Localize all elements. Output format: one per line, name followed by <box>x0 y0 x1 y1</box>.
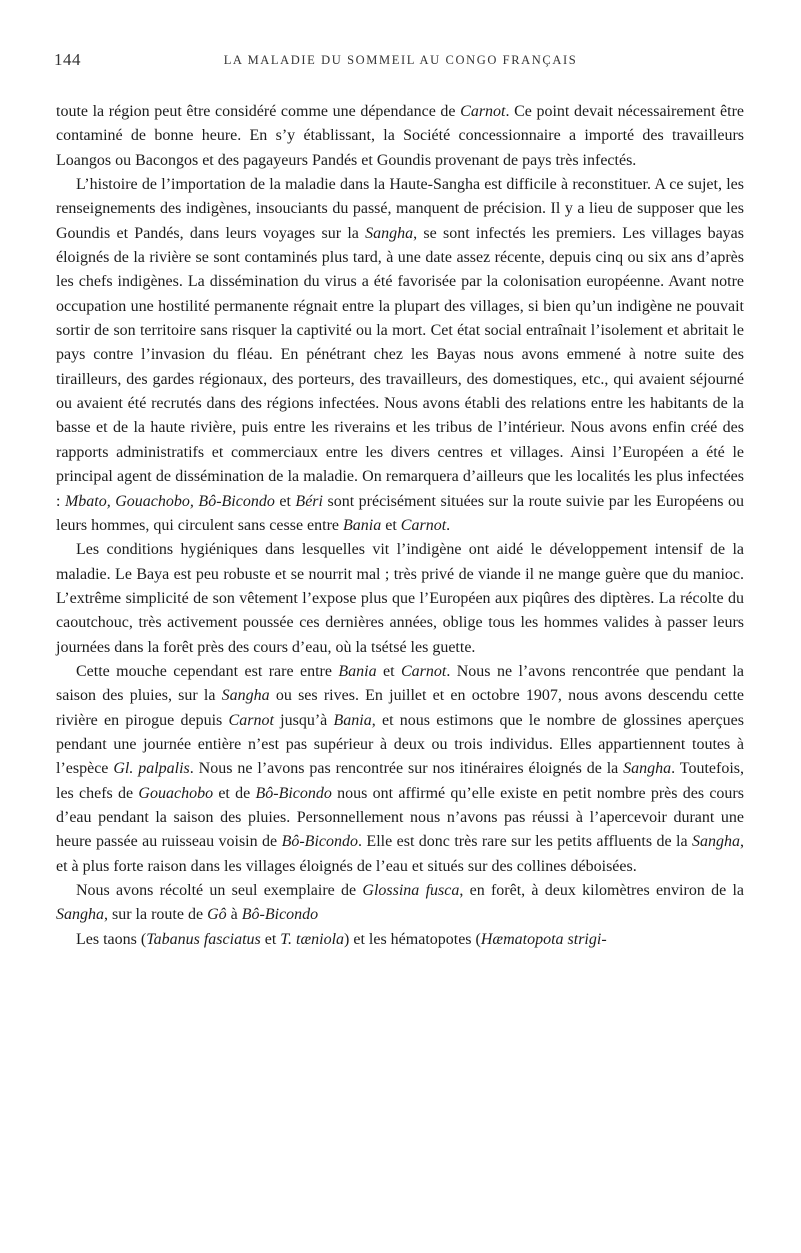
text-run: et <box>260 930 281 948</box>
italic-text: Gô <box>207 906 227 924</box>
page-number: 144 <box>54 50 81 69</box>
text-run: . Ce point devait nécessairement être contaminé de bonne heure. En s’y établissant, la Société concessionnaire a importé des travailleurs Loangos ou Bacongos et des pagayeurs Pandés et Goundis provenant de pays très infectés. <box>56 103 744 169</box>
paragraph <box>56 928 744 952</box>
italic-text: Carnot <box>400 662 447 680</box>
text-run: et <box>381 516 401 534</box>
paragraph <box>56 100 744 173</box>
text-run: et <box>376 662 401 680</box>
text-run: et de <box>213 784 256 802</box>
text-run: , sur la route de <box>104 906 208 924</box>
text-run: Les conditions hygiéniques dans lesquelles vit l’indigène ont aidé le développement intensif de la maladie. Le Baya est peu robuste et se nourrit mal ; très privé de viande il ne mange guère que du manioc. L’extrême simplicité de son vêtement l’expose plus que l’Européen aux piqûres des diptères. La récolte du caoutchouc, très activement poussée ces dernières années, oblige tous les hommes valides à passer leurs journées dans la forêt près des cours d’eau, où la tsétsé les guette. <box>56 541 744 656</box>
text-run: , et à plus forte raison dans les villages éloignés de l’eau et situés sur des collines déboisées. <box>56 833 744 875</box>
text-run: . Elle est donc très rare sur les petits affluents de la <box>358 833 692 851</box>
text-run: . Nous ne l’avons rencontrée que pendant la saison des pluies, sur la <box>56 662 745 705</box>
text-run: Cette mouche cependant est rare entre <box>76 662 339 680</box>
text-run: L’histoire de l’importation de la maladie dans la Haute-Sangha est difficile à reconstituer. A ce sujet, les renseignements des indigènes, insouciants du passé, manquent de précision. Il y a lieu de supposer que les Goundis et Pandés, dans leurs voyages sur la <box>56 176 744 242</box>
italic-text: Carnot <box>400 516 447 534</box>
text-run: . Toutefois, les chefs de <box>56 760 744 802</box>
italic-text: Sangha <box>623 760 672 778</box>
italic-text: Gouachobo <box>138 784 214 802</box>
italic-text: Carnot <box>460 103 506 120</box>
paragraph <box>56 879 744 928</box>
text-run: et <box>274 492 296 510</box>
italic-text: Hæmatopota strigi- <box>480 930 607 948</box>
paragraph <box>56 660 744 879</box>
italic-text: Sangha <box>692 833 740 851</box>
text-run: nous ont affirmé qu’elle existe en petit nombre près des cours d’eau pendant la saison des pluies. Personnellement nous n’avons pas réussi à l’apercevoir durant une heure passée au ruisseau voisin de <box>56 784 744 851</box>
text-run: sont précisément situées sur la route suivie par les Européens ou leurs hommes, qui circulent sans cesse entre <box>56 492 745 534</box>
page-header <box>0 50 801 80</box>
text-run: . Nous ne l’avons pas rencontrée sur nos itinéraires éloignés de la <box>189 760 624 778</box>
text-run: ) et les hématopotes ( <box>344 930 481 948</box>
italic-text: Bô-Bicondo <box>281 833 358 851</box>
text-run: Nous avons récolté un seul exemplaire de <box>76 882 363 899</box>
italic-text: Sangha <box>221 687 270 705</box>
text-run: Les taons ( <box>76 930 147 948</box>
running-title: LA MALADIE DU SOMMEIL AU CONGO FRANÇAIS <box>223 53 578 67</box>
italic-text: Sangha <box>365 224 414 242</box>
text-run: ou ses rives. En juillet et en octobre 1907, nous avons descendu cette rivière en pirogue depuis <box>56 687 744 729</box>
italic-text: Sangha <box>56 906 104 924</box>
italic-text: Béri <box>295 492 323 510</box>
italic-text: Bania <box>338 662 377 680</box>
text-run: , en forêt, à deux kilomètres environ de la <box>459 882 744 899</box>
text-run: à <box>226 906 242 924</box>
italic-text: Mbato, Gouachobo, Bô-Bicondo <box>64 492 275 510</box>
italic-text: Tabanus fasciatus <box>146 930 261 948</box>
italic-text: Bô-Bicondo <box>255 784 332 802</box>
text-run: jusqu’à <box>273 711 334 729</box>
italic-text: Carnot <box>228 711 274 729</box>
italic-text: Bô-Bicondo <box>241 906 319 924</box>
text-run: , se sont infectés les premiers. Les villages bayas éloignés de la rivière se sont contaminés plus tard, à une date assez récente, depuis cinq ou six ans d’après les chefs indigènes. La dissémination du virus a été favorisée par la colonisation européenne. Avant notre occupation une hostilité permanente régnait entre la plupart des villages, si bien qu’un indigène ne pouvait sortir de son territoire sans risquer la captivité ou la mort. Cet état social entraînait l’isolement et abritait le pays contre l’invasion du fléau. En pénétrant chez les Bayas nous avons emmené à notre suite des tirailleurs, des gardes régionaux, des porteurs, des travailleurs, des domestiques, etc., qui avaient séjourné ou avaient été recrutés dans des régions infectées. Nous avons établi des relations entre les habitants de la basse et de la haute rivière, puis entre les riverains et les tribus de l’intérieur. Nous avons enfin créé des rapports administratifs et commerciaux entre les divers centres et villages. Ainsi l’Européen a été le principal agent de dissémination de la maladie. On remarquera d’ailleurs que les localités les plus infectées : <box>56 224 745 510</box>
text-run: . <box>446 516 451 534</box>
text-run: , et nous estimons que le nombre de glossines aperçues pendant une journée entière n’est pas supérieur à deux ou trois individus. Elles appartiennent toutes à l’espèce <box>56 711 745 778</box>
italic-text: Gl. palpalis <box>113 760 190 778</box>
body-text <box>56 100 744 952</box>
paragraph <box>56 173 744 538</box>
italic-text: Bania <box>333 711 372 729</box>
italic-text: Bania <box>343 516 382 534</box>
paragraph <box>56 538 744 660</box>
text-run: toute la région peut être considéré comme une dépendance de <box>56 103 461 120</box>
italic-text: T. tæniola <box>280 930 345 948</box>
italic-text: Glossina fusca <box>362 882 460 899</box>
